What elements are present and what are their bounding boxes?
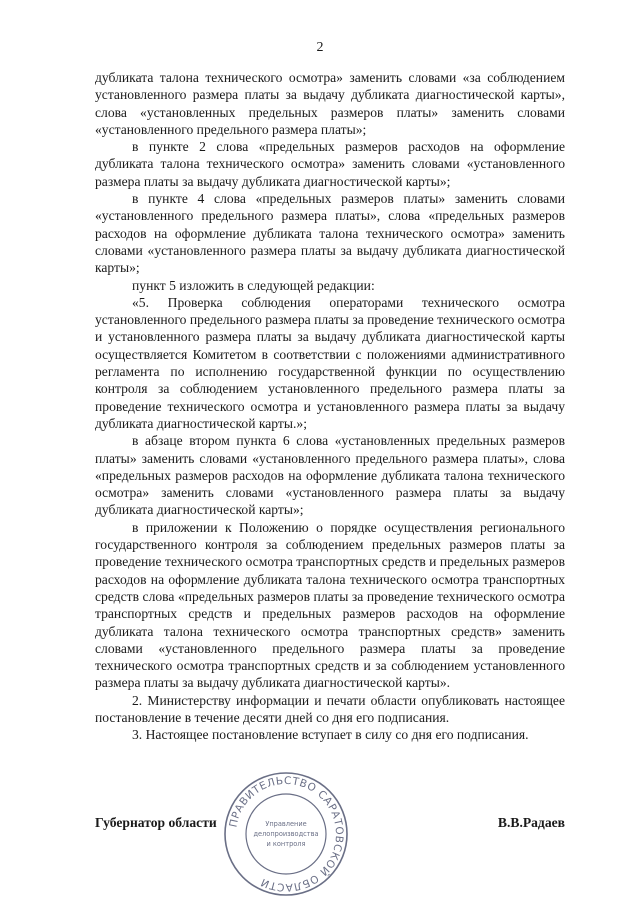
seal-center-line-2: делопроизводства	[253, 830, 319, 838]
page-number: 2	[316, 40, 324, 55]
paragraph-8: 2. Министерству информации и печати области опубликовать настоящее постановление в течение десяти дней со дня его подписания.	[95, 692, 565, 725]
document-body	[95, 69, 565, 744]
paragraph-6: в абзаце втором пункта 6 слова «установленных предельных размеров платы» заменить словами «установленного предельного размера платы», слова «предельных размеров расходов на оформление дубликата талона технического осмотра» заменить словами «установленного размера платы за выдачу дубликата диагностической карты»;	[95, 433, 565, 518]
signatory-name: В.В.Радаев	[497, 815, 565, 830]
paragraph-9: 3. Настоящее постановление вступает в силу со дня его подписания.	[132, 727, 529, 743]
paragraph-5: «5. Проверка соблюдения операторами технического осмотра установленного предельного размера платы за проведение технического осмотра и установленного размера платы за выдачу дубликата диагностической карты осуществляется Комитетом в соответствии с положениями административного регламента по исполнению государственной функции по осуществлению контроля за соблюдением установленного предельного размера платы за проведение технического осмотра и установленного размера платы за выдачу дубликата диагностической карты.»;	[95, 294, 565, 431]
paragraph-1: дубликата талона технического осмотра» заменить словами «за соблюдением установленного размера платы за выдачу дубликата диагностической карты», слова «установленных предельных размеров платы» заменить словами «установленного предельного размера платы»;	[95, 70, 565, 137]
seal-ring-text: ПРАВИТЕЛЬСТВО САРАТОВСКОЙ ОБЛАСТИ	[227, 774, 346, 894]
paragraph-7: в приложении к Положению о порядке осуществления регионального государственного контроля за соблюдением предельных размеров платы за проведение технического осмотра транспортных средств и предельных размеров расходов на оформление дубликата талона технического осмотра транспортных средств слова «предельных размеров платы за проведение технического осмотра транспортных средств и предельных размеров расходов на оформление дубликата талона технического осмотра транспортных средств» заменить словами «установленного предельного размера платы за проведение технического осмотра транспортных средств и за соблюдением установленного размера платы за выдачу дубликата диагностической карты».	[95, 519, 565, 691]
paragraph-3: в пункте 4 слова «предельных размеров платы» заменить словами «установленного предельного размера платы», слова «предельных размеров расходов на оформление дубликата талона технического осмотра» заменить словами «установленного размера платы за выдачу дубликата диагностической карты»;	[95, 191, 565, 276]
signatory-title: Губернатор области	[95, 815, 217, 830]
official-seal-stamp	[222, 770, 350, 898]
paragraph-2: в пункте 2 слова «предельных размеров расходов на оформление дубликата талона технического осмотра» заменить словами «установленного размера платы за выдачу дубликата диагностической карты»;	[95, 139, 565, 189]
seal-center-line-3: и контроля	[266, 840, 306, 848]
paragraph-4: пункт 5 изложить в следующей редакции:	[132, 277, 375, 293]
seal-center-line-1: Управление	[265, 820, 307, 828]
